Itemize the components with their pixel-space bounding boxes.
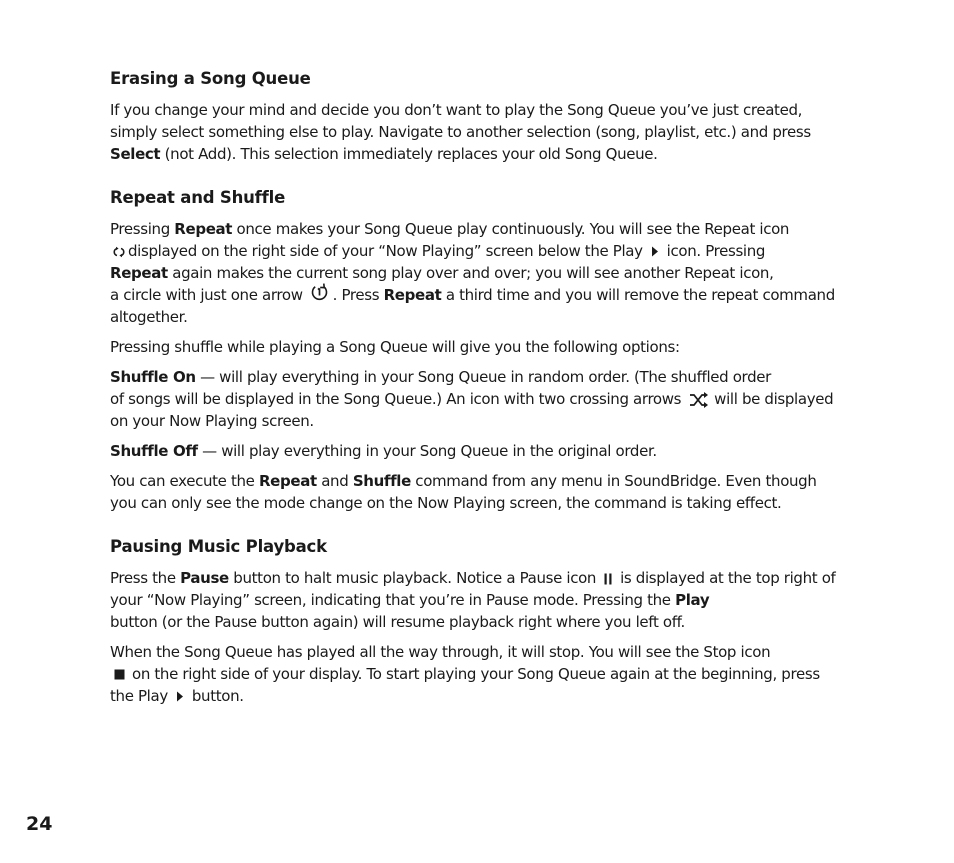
heading-erasing-song-queue: Erasing a Song Queue [110,69,311,88]
stop-icon [114,669,125,680]
pause-icon [604,573,612,585]
section-pausing [110,536,846,707]
shuffle-icon [689,392,709,408]
paragraph-repeat: Pressing Repeat once makes your Song Queue play continuously. You will see the Repeat icon displayed on the right side of your “Now Playing” screen below the Play icon. Pressing Repeat again makes the current song play over and over; you will see another Repeat icon, a circle with just one arrow . Press Repeat a third time and you will remove the repeat command altogether. [110,220,835,326]
page-number: 24 [26,813,53,835]
section-erasing [110,68,846,165]
section-repeat-shuffle [110,187,846,514]
play-icon [176,691,184,702]
paragraph-pause: Press the Pause button to halt music playback. Notice a Pause icon is displayed at the top right of your “Now Playing” screen, indicating that you’re in Pause mode. Pressing the Play button (or the Pause button again) will resume playback right where you left off. [110,569,836,631]
paragraph-execute: You can execute the Repeat and Shuffle command from any menu in SoundBridge. Even though you can only see the mode change on the Now Playing screen, the command is taking effect. [110,472,817,512]
repeat-one-icon [310,283,329,302]
repeat-icon [113,246,125,258]
play-icon [651,246,659,257]
heading-repeat-and-shuffle: Repeat and Shuffle [110,188,286,207]
paragraph-erasing: If you change your mind and decide you don’t want to play the Song Queue you’ve just created, simply select something else to play. Navigate to another selection (song, playlist, etc.) and press Select (not Add). This selection immediately replaces your old Song Queue. [110,101,811,163]
paragraph-shuffle-intro: Pressing shuffle while playing a Song Queue will give you the following options: [110,338,680,356]
paragraph-shuffle-on: Shuffle On — will play everything in your Song Queue in random order. (The shuffled order of songs will be displayed in the Song Queue.) An icon with two crossing arrows will be displayed on your Now Playing screen. [110,368,834,430]
paragraph-shuffle-off: Shuffle Off — will play everything in your Song Queue in the original order. [110,442,657,460]
paragraph-stop: When the Song Queue has played all the way through, it will stop. You will see the Stop icon on the right side of your display. To start playing your Song Queue again at the beginning, press the Play button. [110,643,820,705]
heading-pausing-music-playback: Pausing Music Playback [110,537,327,556]
page-content [110,68,846,729]
